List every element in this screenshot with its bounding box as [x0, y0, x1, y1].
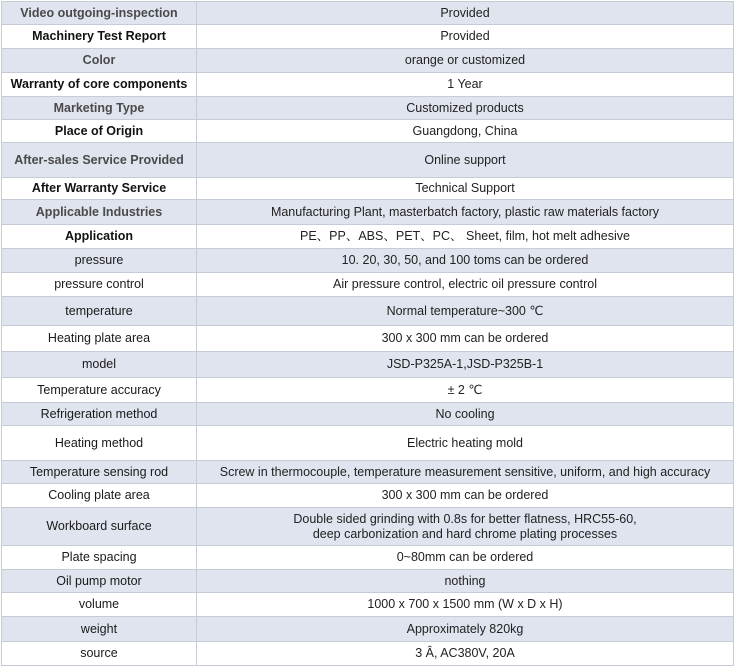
table-row: [2, 249, 734, 273]
spec-value: Online support: [197, 143, 734, 178]
table-row: [2, 426, 734, 461]
spec-value: 300 x 300 mm can be ordered: [197, 326, 734, 352]
table-row: [2, 225, 734, 249]
spec-value: PE、PP、ABS、PET、PC、 Sheet, film, hot melt adhesive: [197, 225, 734, 249]
spec-value: nothing: [197, 570, 734, 593]
table-row: [2, 378, 734, 403]
table-row: [2, 326, 734, 352]
spec-label: After Warranty Service: [2, 178, 197, 200]
spec-label: pressure control: [2, 273, 197, 297]
spec-label: Workboard surface: [2, 508, 197, 546]
table-row: [2, 546, 734, 570]
spec-label: After-sales Service Provided: [2, 143, 197, 178]
spec-value: Customized products: [197, 97, 734, 120]
spec-value: Provided: [197, 25, 734, 49]
table-row: [2, 49, 734, 73]
table-row: [2, 120, 734, 143]
spec-label: volume: [2, 593, 197, 617]
spec-label: Temperature sensing rod: [2, 461, 197, 484]
spec-label: Place of Origin: [2, 120, 197, 143]
spec-value: Air pressure control, electric oil pressure control: [197, 273, 734, 297]
table-row: [2, 461, 734, 484]
spec-value: Technical Support: [197, 178, 734, 200]
spec-value: Double sided grinding with 0.8s for better flatness, HRC55-60, deep carbonization and hard chrome plating processes: [197, 508, 734, 546]
spec-label: pressure: [2, 249, 197, 273]
spec-value: Normal temperature~300 ℃: [197, 297, 734, 326]
table-row: [2, 73, 734, 97]
table-row: [2, 352, 734, 378]
spec-label: Plate spacing: [2, 546, 197, 570]
spec-value: 300 x 300 mm can be ordered: [197, 484, 734, 508]
table-row: [2, 593, 734, 617]
table-row: [2, 403, 734, 426]
table-row: [2, 143, 734, 178]
spec-label: Warranty of core components: [2, 73, 197, 97]
spec-label: Cooling plate area: [2, 484, 197, 508]
spec-value: Provided: [197, 2, 734, 25]
spec-value: ± 2 ℃: [197, 378, 734, 403]
spec-value: Screw in thermocouple, temperature measurement sensitive, uniform, and high accuracy: [197, 461, 734, 484]
spec-label: Refrigeration method: [2, 403, 197, 426]
spec-label: Heating plate area: [2, 326, 197, 352]
table-row: [2, 297, 734, 326]
table-row: [2, 97, 734, 120]
table-row: [2, 642, 734, 666]
specification-table: [1, 1, 734, 666]
spec-value: Electric heating mold: [197, 426, 734, 461]
table-row: [2, 178, 734, 200]
spec-label: Heating method: [2, 426, 197, 461]
spec-label: weight: [2, 617, 197, 642]
table-row: [2, 508, 734, 546]
spec-value: Guangdong, China: [197, 120, 734, 143]
spec-value: Manufacturing Plant, masterbatch factory, plastic raw materials factory: [197, 200, 734, 225]
spec-label: Marketing Type: [2, 97, 197, 120]
spec-value: 1000 x 700 x 1500 mm (W x D x H): [197, 593, 734, 617]
spec-label: Oil pump motor: [2, 570, 197, 593]
table-row: [2, 200, 734, 225]
spec-label: Application: [2, 225, 197, 249]
spec-label: Applicable Industries: [2, 200, 197, 225]
spec-label: temperature: [2, 297, 197, 326]
spec-label: Video outgoing-inspection: [2, 2, 197, 25]
table-row: [2, 2, 734, 25]
spec-label: Machinery Test Report: [2, 25, 197, 49]
table-row: [2, 25, 734, 49]
spec-value: 1 Year: [197, 73, 734, 97]
spec-value: 10. 20, 30, 50, and 100 toms can be ordered: [197, 249, 734, 273]
spec-label: source: [2, 642, 197, 666]
table-row: [2, 273, 734, 297]
spec-label: Temperature accuracy: [2, 378, 197, 403]
spec-value: 3 Â, AC380V, 20A: [197, 642, 734, 666]
spec-value: 0~80mm can be ordered: [197, 546, 734, 570]
spec-label: model: [2, 352, 197, 378]
spec-label: Color: [2, 49, 197, 73]
table-row: [2, 570, 734, 593]
spec-value: No cooling: [197, 403, 734, 426]
table-row: [2, 484, 734, 508]
spec-value: JSD-P325A-1,JSD-P325B-1: [197, 352, 734, 378]
spec-value: orange or customized: [197, 49, 734, 73]
table-row: [2, 617, 734, 642]
spec-value: Approximately 820kg: [197, 617, 734, 642]
